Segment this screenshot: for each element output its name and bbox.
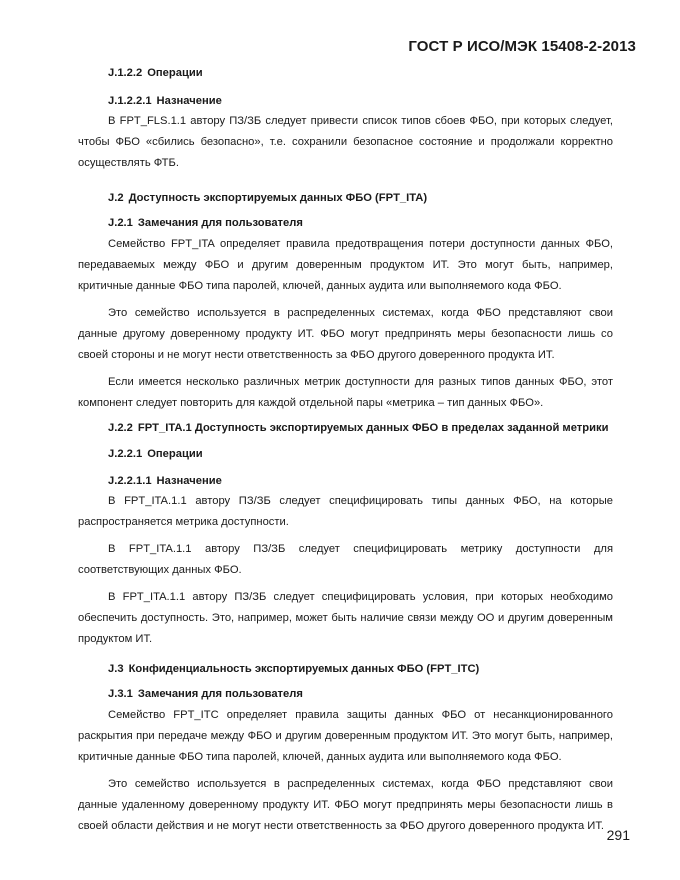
section-heading-j3 — [78, 662, 613, 676]
section-title: FPT_ITA.1 Доступность экспортируемых данных ФБО в пределах заданной метрики — [137, 422, 609, 434]
section-number: J.3.1 — [108, 688, 133, 700]
document-body — [78, 66, 613, 837]
paragraph: Семейство FPT_ITA определяет правила предотвращения потери доступности данных ФБО, передаваемых между ФБО и другим доверенным продуктом ИТ. Это могут быть, например, критичные данные ФБО типа паролей, ключей, данных аудита или выполняемого кода ФБО. — [78, 238, 613, 292]
section-title: Назначение — [156, 95, 222, 107]
paragraph: В FPT_ITA.1.1 автору ПЗ/ЗБ следует специфицировать типы данных ФБО, на которые распространяется метрика доступности. — [78, 495, 613, 528]
paragraph: Это семейство используется в распределенных системах, когда ФБО представляют свои данные другому доверенному продукту ИТ. ФБО могут предпринять меры безопасности лишь со своей стороны и не могут нести ответственность за ФБО другого доверенного продукта ИТ. — [78, 307, 613, 361]
section-number: J.2.2.1.1 — [108, 475, 152, 487]
section-number: J.2.2.1 — [108, 448, 143, 460]
section-heading-j1-2-2-1 — [78, 94, 613, 108]
section-title: Доступность экспортируемых данных ФБО (FPT_ITA) — [128, 192, 428, 204]
section-heading-j2-1 — [78, 216, 613, 230]
paragraph: В FPT_FLS.1.1 автору ПЗ/ЗБ следует привести список типов сбоев ФБО, при которых следует, чтобы ФБО «сбились безопасно», т.е. сохранили безопасное состояние и продолжали корректно осуществлять ФТБ. — [78, 115, 613, 169]
section-heading-j2-2-1 — [78, 447, 613, 461]
section-title: Замечания для пользователя — [137, 688, 303, 700]
section-number: J.1.2.2 — [108, 67, 143, 79]
section-heading-j3-1 — [78, 687, 613, 701]
section-number: J.2.1 — [108, 217, 133, 229]
paragraph: Это семейство используется в распределенных системах, когда ФБО представляют свои данные удаленному доверенному продукту ИТ. ФБО могут предпринять меры безопасности лишь в своей области действия и не могут нести ответственность за ФБО другого доверенного продукта ИТ. — [78, 778, 613, 832]
section-heading-j2 — [78, 191, 613, 205]
section-heading-j2-2-1-1 — [78, 474, 613, 488]
standard-header: ГОСТ Р ИСО/МЭК 15408-2-2013 — [408, 38, 636, 55]
section-number: J.2 — [108, 192, 124, 204]
section-heading-j1-2-2 — [78, 66, 613, 80]
paragraph: Если имеется несколько различных метрик доступности для разных типов данных ФБО, этот компонент следует повторить для каждой отдельной пары «метрика – тип данных ФБО». — [78, 376, 613, 409]
section-title: Операции — [147, 448, 203, 460]
section-title: Назначение — [156, 475, 222, 487]
paragraph: В FPT_ITA.1.1 автору ПЗ/ЗБ следует специфицировать метрику доступности для соответствующих данных ФБО. — [78, 543, 613, 576]
section-number: J.3 — [108, 663, 124, 675]
paragraph: Семейство FPT_ITC определяет правила защиты данных ФБО от несанкционированного раскрытия при передаче между ФБО и другим доверенным продуктом ИТ. Это могут быть, например, критичные данные ФБО типа паролей, ключей, данных аудита или выполняемого кода ФБО. — [78, 709, 613, 763]
paragraph: В FPT_ITA.1.1 автору ПЗ/ЗБ следует специфицировать условия, при которых необходимо обеспечить доступность. Это, например, может быть наличие связи между ОО и другим доверенным продуктом ИТ. — [78, 591, 613, 645]
section-number: J.2.2 — [108, 422, 133, 434]
section-title: Конфиденциальность экспортируемых данных ФБО (FPT_ITC) — [128, 663, 480, 675]
section-title: Замечания для пользователя — [137, 217, 303, 229]
section-heading-j2-2 — [78, 421, 613, 435]
section-title: Операции — [147, 67, 203, 79]
section-number: J.1.2.2.1 — [108, 95, 152, 107]
page-number: 291 — [606, 827, 630, 843]
